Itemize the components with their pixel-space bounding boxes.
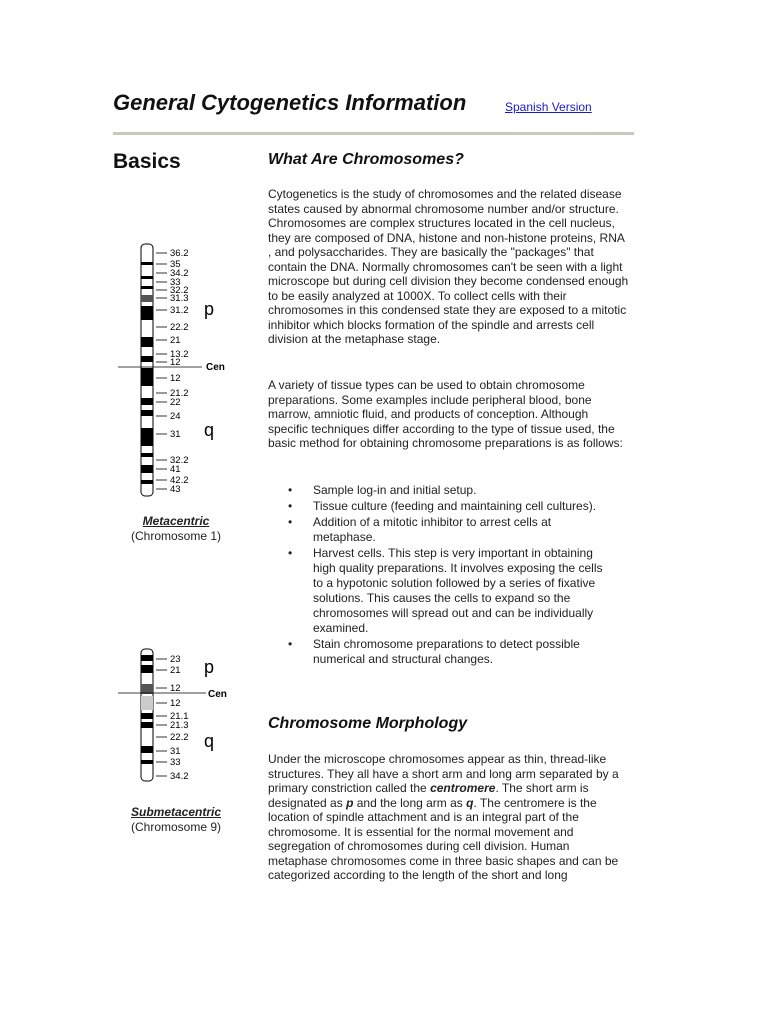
band-label: 21.3 bbox=[170, 720, 189, 731]
band-label: 31 bbox=[170, 429, 181, 440]
chromosome-9-ideogram bbox=[110, 645, 250, 787]
centromere-term: centromere bbox=[430, 781, 496, 795]
title-divider bbox=[113, 132, 634, 135]
band-label: 22.2 bbox=[170, 322, 189, 333]
band-label: 21 bbox=[170, 665, 181, 676]
section1-paragraph-1: Cytogenetics is the study of chromosomes and the related disease states caused by abnormal chromosome number and/or structure. Chromosomes are complex structures located in the cell nucleus, they are composed of DNA, histone and non-histone proteins, RNA , and polysaccharides. They are basically the "packages" that contain the DNA. Normally chromosomes can't be seen with a light microscope but during cell division they become condensed enough to be easily analyzed at 1000X. To collect cells with their chromosomes in this condensed state they are exposed to a mitotic inhibitor which blocks formation of the spindle and arrests cell division at the metaphase stage. bbox=[268, 187, 629, 346]
preparation-steps-list bbox=[268, 483, 613, 668]
chromosome-1-centromere-label: Cen bbox=[206, 362, 225, 373]
band-label: 23 bbox=[170, 654, 181, 665]
chromosome-morphology-heading: Chromosome Morphology bbox=[268, 715, 468, 732]
band-label: 42.2 bbox=[170, 475, 189, 486]
chromosome-1-band-ticks bbox=[156, 253, 167, 489]
metacentric-label: Metacentric bbox=[142, 514, 210, 528]
band-label: 22 bbox=[170, 397, 181, 408]
list-item: • Tissue culture (feeding and maintaining cell cultures). bbox=[268, 499, 613, 514]
chromosome-9-caption-text: (Chromosome 9) bbox=[130, 820, 222, 834]
band-label: 21 bbox=[170, 335, 181, 346]
q-arm-term: q bbox=[466, 795, 474, 810]
band-label: 32.2 bbox=[170, 285, 189, 296]
band-label: 12 bbox=[170, 373, 181, 384]
band-label: 36.2 bbox=[170, 248, 189, 259]
list-item: • Harvest cells. This step is very important in obtaining high quality preparations. It involves exposing the cells to a hypotonic solution followed by a series of fixative solutions. This causes the cells to expand so the chromosomes will spread out and can be individually examined. bbox=[268, 546, 613, 636]
band-label: 12 bbox=[170, 357, 181, 368]
chromosome-1-arm-p: p bbox=[204, 299, 215, 319]
band-label: 33 bbox=[170, 757, 181, 768]
spanish-version-link[interactable]: Spanish Version bbox=[505, 100, 592, 114]
band-label: 33 bbox=[170, 277, 181, 288]
chromosome-1-ideogram bbox=[110, 240, 250, 502]
band-label: 13.2 bbox=[170, 349, 189, 360]
band-label: 34.2 bbox=[170, 268, 189, 279]
page-title: General Cytogenetics Information bbox=[113, 90, 467, 115]
band-label: 12 bbox=[170, 683, 181, 694]
chromosome-9-caption bbox=[101, 805, 251, 835]
band-label: 22.2 bbox=[170, 732, 189, 743]
list-item: • Stain chromosome preparations to detect possible numerical and structural changes. bbox=[268, 637, 613, 667]
band-label: 32.2 bbox=[170, 455, 189, 466]
chromosome-9-band-labels bbox=[170, 654, 189, 782]
chromosome-1-arm-q: q bbox=[204, 420, 215, 440]
chromosome-9-dark-bands bbox=[141, 655, 153, 764]
band-label: 24 bbox=[170, 411, 181, 422]
chromosome-1-caption bbox=[101, 514, 251, 544]
basics-heading: Basics bbox=[113, 150, 181, 173]
chromosome-9-centromere-label: Cen bbox=[208, 689, 227, 700]
chromosome-9-arm-p: p bbox=[204, 657, 215, 677]
submetacentric-label: Submetacentric bbox=[130, 805, 222, 819]
band-label: 34.2 bbox=[170, 771, 189, 782]
band-label: 21.1 bbox=[170, 711, 189, 722]
band-label: 31 bbox=[170, 746, 181, 757]
chromosome-9-band-ticks bbox=[156, 659, 167, 776]
chromosome-1-band-labels bbox=[170, 248, 189, 495]
list-item: • Sample log-in and initial setup. bbox=[268, 483, 613, 498]
band-label: 41 bbox=[170, 464, 181, 475]
p-arm-term: p bbox=[346, 795, 354, 810]
chromosome-9-arm-q: q bbox=[204, 731, 215, 751]
section1-paragraph-2: A variety of tissue types can be used to obtain chromosome preparations. Some examples include peripheral blood, bone marrow, amniotic fluid, and products of conception. Although specific techniques differ according to the type of tissue used, the basic method for obtaining chromosome preparations is as follows: bbox=[268, 378, 623, 450]
section2-paragraph: Under the microscope chromosomes appear as thin, thread-like structures. They all have a short arm and long arm separated by a primary constriction called the centromere. The short arm is designated as p and the long arm as q. The centromere is the location of spindle attachment and is an integral part of the chromosome. It is essential for the normal movement and segregation of chromosomes during cell division. Human metaphase chromosomes come in three basic shapes and can be categorized according to the length of the short and long bbox=[268, 752, 619, 882]
chromosome-1-caption-text: (Chromosome 1) bbox=[130, 529, 222, 543]
band-label: 43 bbox=[170, 484, 181, 495]
band-label: 21.2 bbox=[170, 388, 189, 399]
band-label: 12 bbox=[170, 698, 181, 709]
list-item: • Addition of a mitotic inhibitor to arrest cells at metaphase. bbox=[268, 515, 613, 545]
band-label: 31.2 bbox=[170, 305, 189, 316]
what-are-chromosomes-heading: What Are Chromosomes? bbox=[268, 151, 464, 168]
band-label: 35 bbox=[170, 259, 181, 270]
band-label: 31.3 bbox=[170, 293, 189, 304]
